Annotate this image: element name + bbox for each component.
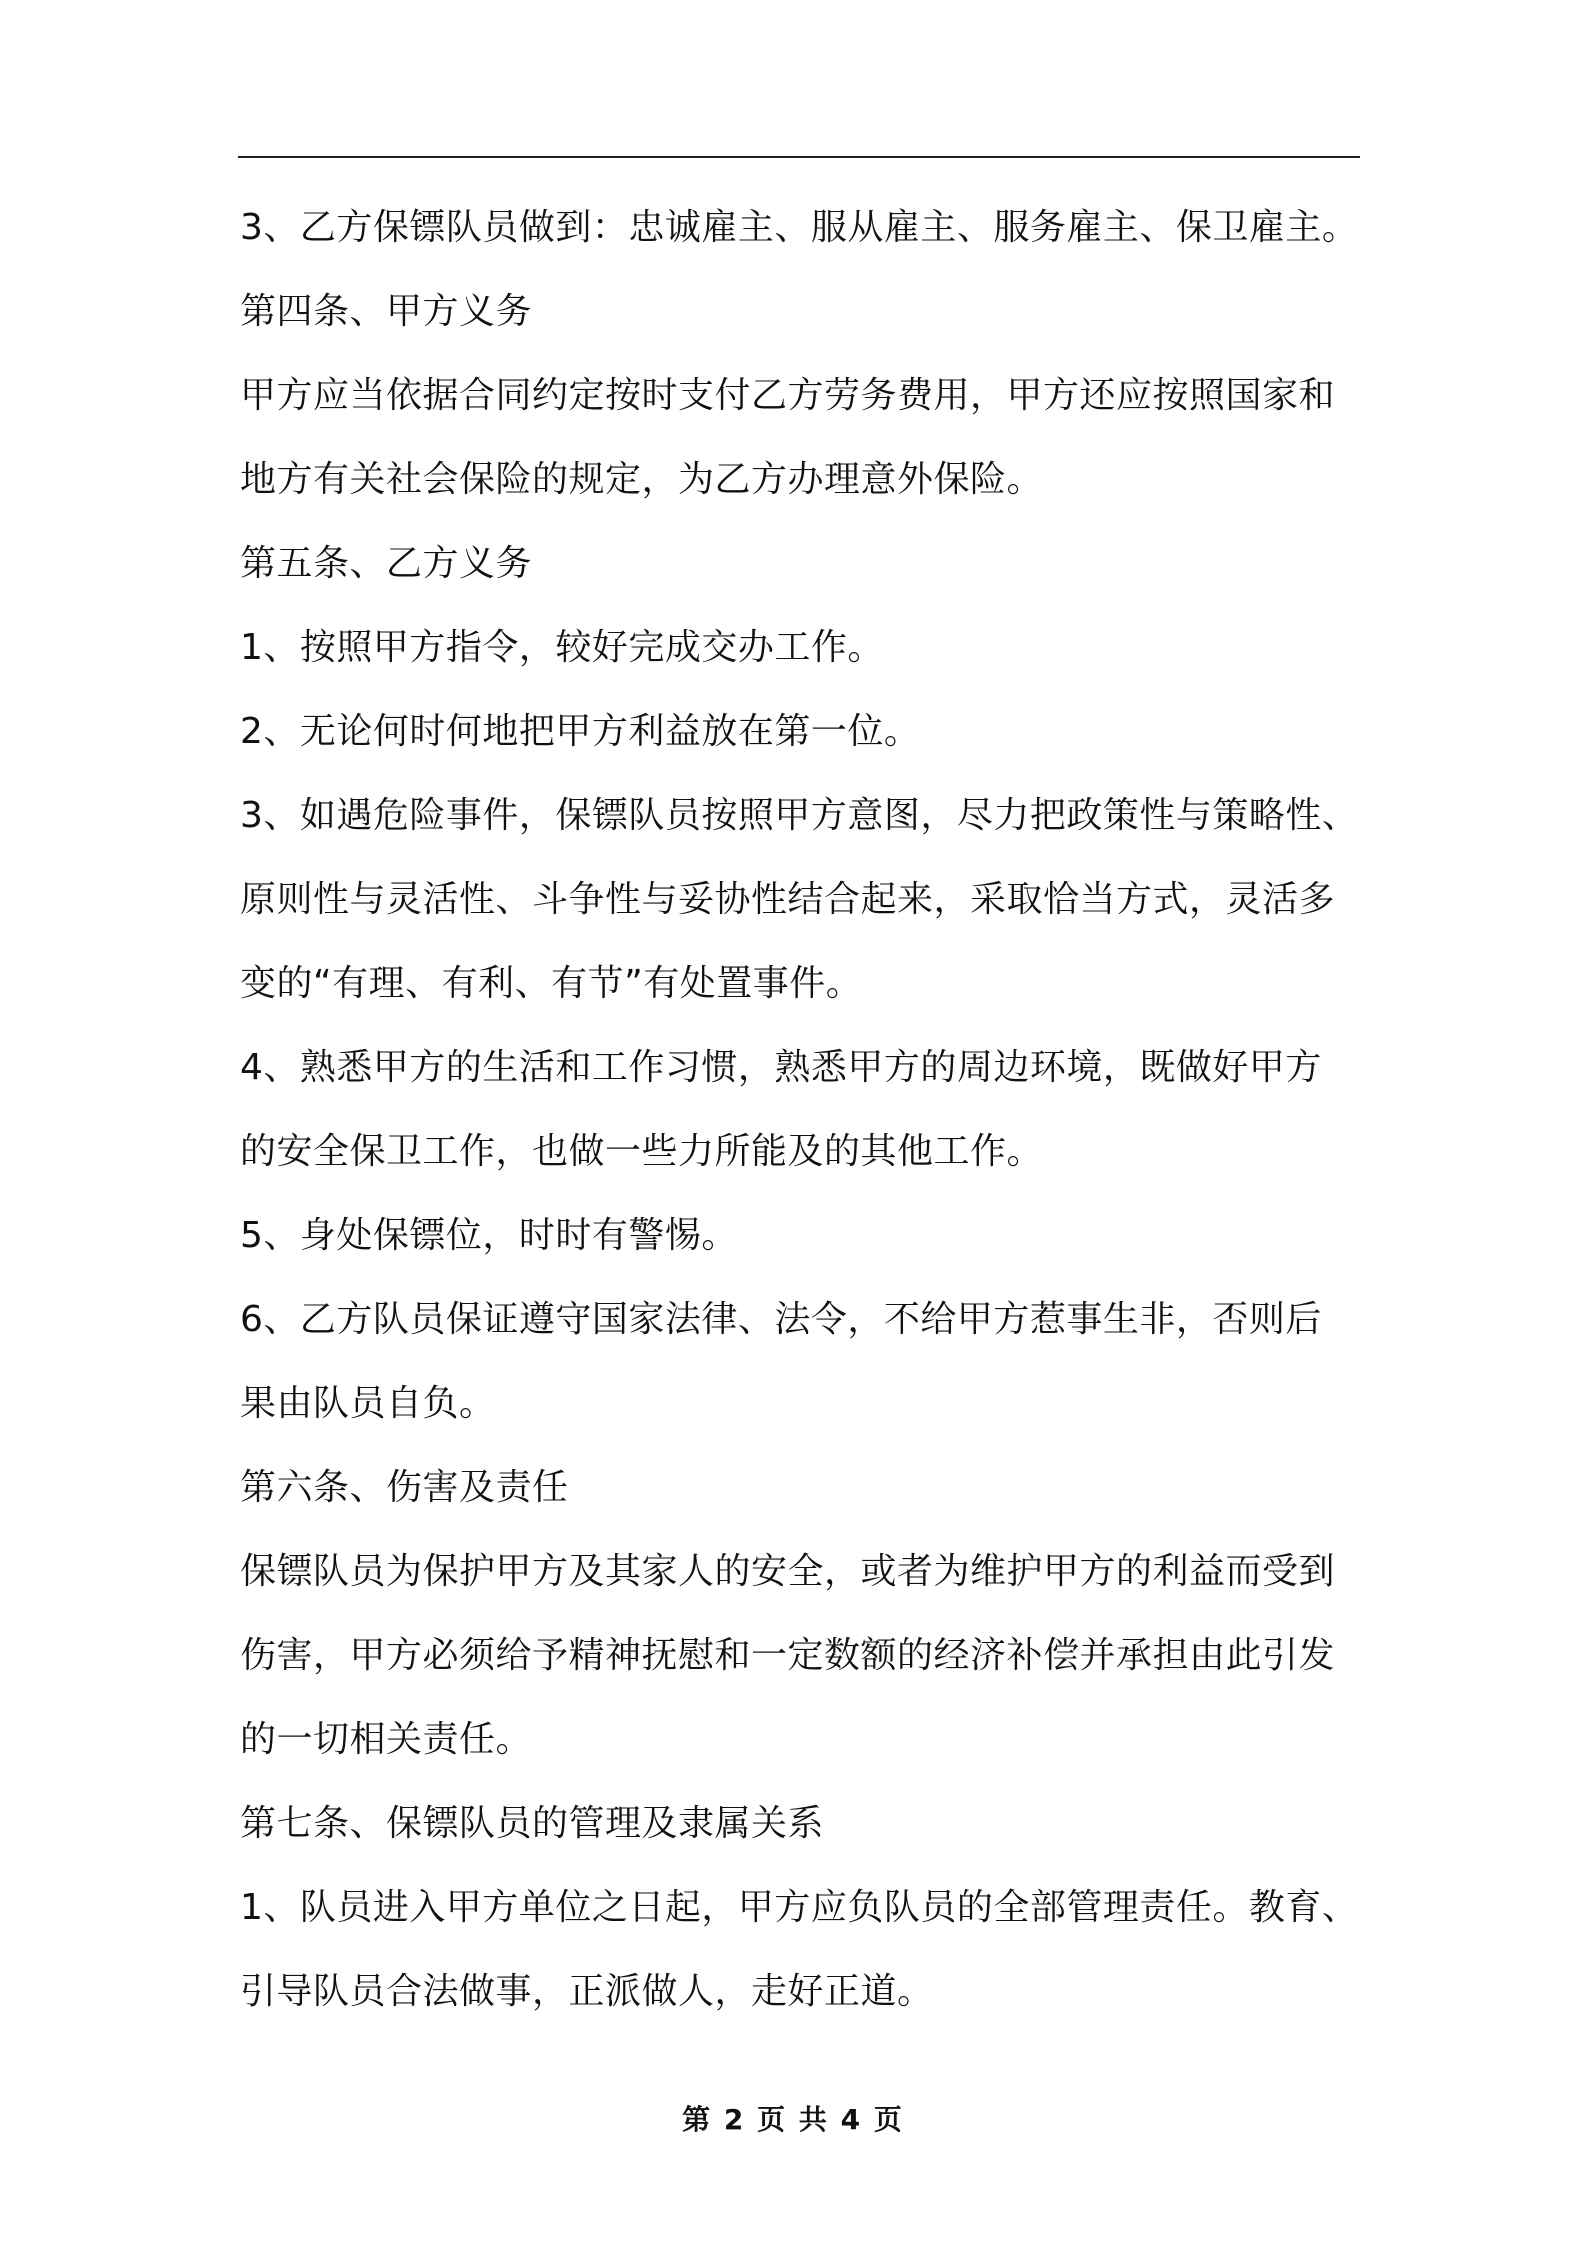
paragraph-line: 的一切相关责任。 xyxy=(240,1719,533,1760)
document-body xyxy=(240,186,1370,2034)
paragraph-line: 3、乙方保镖队员做到：忠诚雇主、服从雇主、服务雇主、保卫雇主。 xyxy=(240,207,1359,248)
paragraph-line: 5、身处保镖位，时时有警惕。 xyxy=(240,1215,738,1256)
paragraph-line: 1、队员进入甲方单位之日起，甲方应负队员的全部管理责任。教育、 xyxy=(240,1887,1359,1928)
paragraph-line: 伤害，甲方必须给予精神抚慰和一定数额的经济补偿并承担由此引发 xyxy=(240,1635,1336,1676)
paragraph-line: 果由队员自负。 xyxy=(240,1383,496,1424)
page-number-footer: 第 2 页 共 4 页 xyxy=(682,2103,904,2136)
paragraph-line: 1、按照甲方指令，较好完成交办工作。 xyxy=(240,627,884,668)
section-heading: 第七条、保镖队员的管理及隶属关系 xyxy=(240,1803,825,1844)
paragraph-line: 引导队员合法做事，正派做人，走好正道。 xyxy=(240,1971,934,2012)
paragraph-line: 保镖队员为保护甲方及其家人的安全，或者为维护甲方的利益而受到 xyxy=(240,1551,1336,1592)
paragraph-line: 6、乙方队员保证遵守国家法律、法令，不给甲方惹事生非，否则后 xyxy=(240,1299,1322,1340)
paragraph-line: 变的“有理、有利、有节”有处置事件。 xyxy=(240,963,863,1004)
header-rule xyxy=(238,156,1360,158)
section-heading: 第六条、伤害及责任 xyxy=(240,1467,569,1508)
paragraph-line: 4、熟悉甲方的生活和工作习惯，熟悉甲方的周边环境，既做好甲方 xyxy=(240,1047,1322,1088)
paragraph-line: 的安全保卫工作，也做一些力所能及的其他工作。 xyxy=(240,1131,1044,1172)
paragraph-line: 地方有关社会保险的规定，为乙方办理意外保险。 xyxy=(240,459,1044,500)
paragraph-line: 3、如遇危险事件，保镖队员按照甲方意图，尽力把政策性与策略性、 xyxy=(240,795,1359,836)
section-heading: 第四条、甲方义务 xyxy=(240,291,533,332)
paragraph-line: 2、无论何时何地把甲方利益放在第一位。 xyxy=(240,711,921,752)
paragraph-line: 原则性与灵活性、斗争性与妥协性结合起来，采取恰当方式，灵活多 xyxy=(240,879,1336,920)
section-heading: 第五条、乙方义务 xyxy=(240,543,533,584)
paragraph-line: 甲方应当依据合同约定按时支付乙方劳务费用，甲方还应按照国家和 xyxy=(240,375,1336,416)
